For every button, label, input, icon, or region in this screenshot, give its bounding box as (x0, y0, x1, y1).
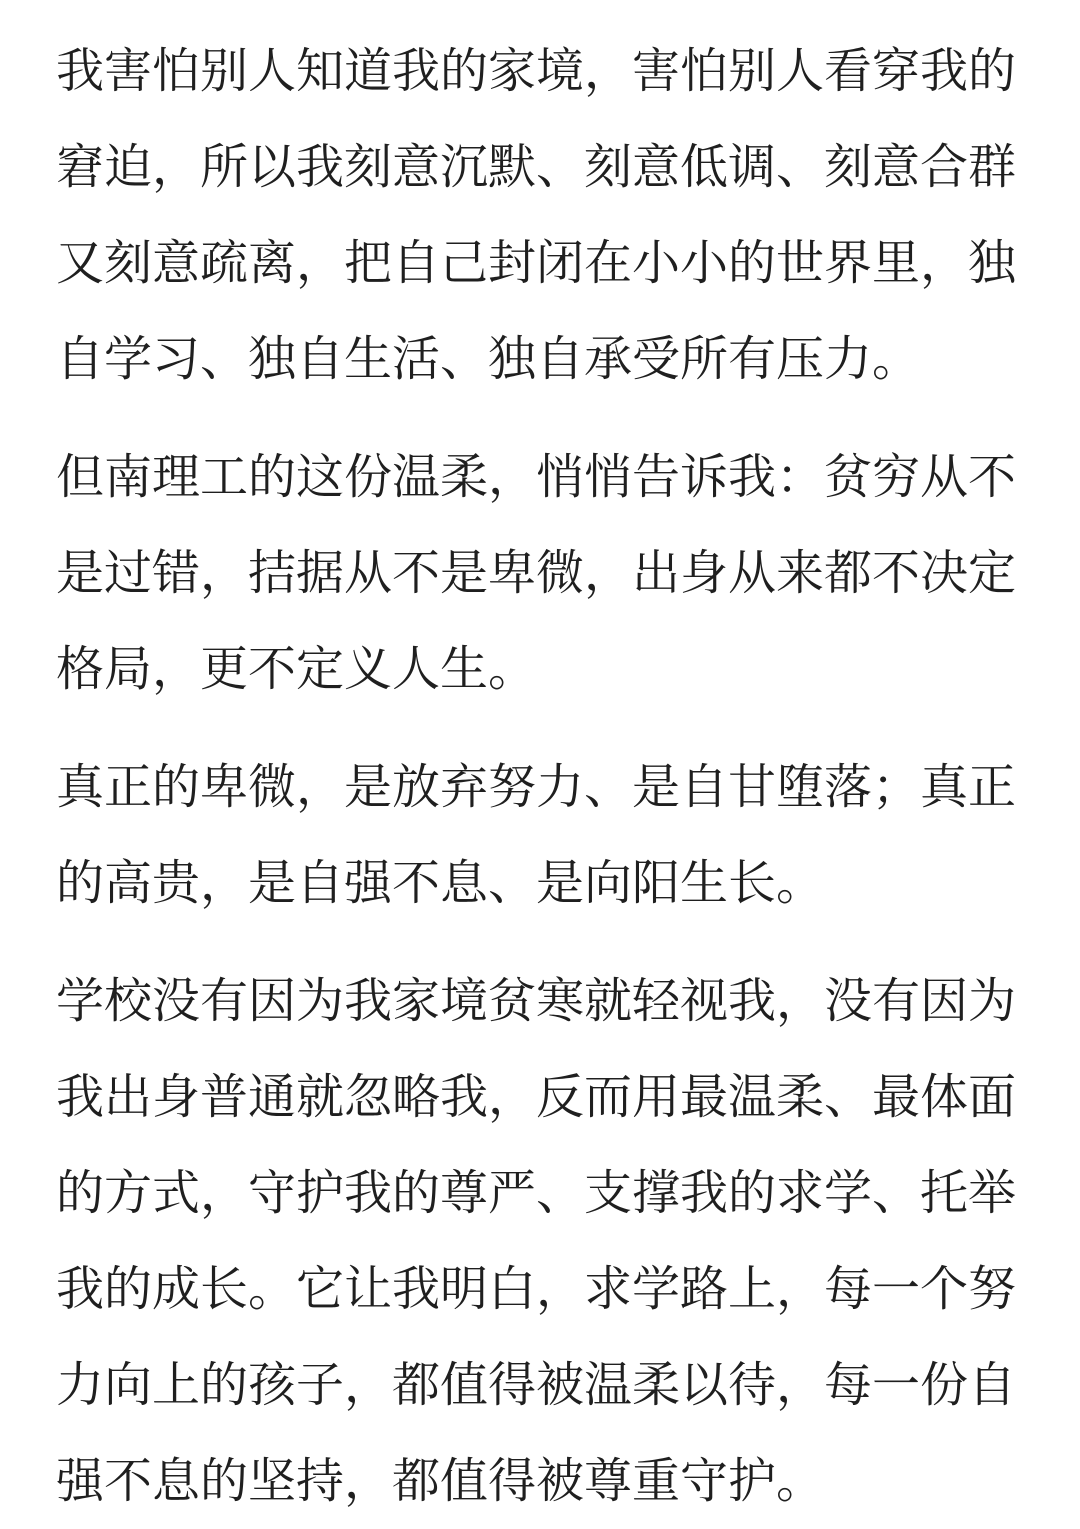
text-line: 学校没有因为我家境贫寒就轻视我，没有因为 (56, 973, 1017, 1029)
paragraph-spacer (56, 717, 1031, 739)
text-line: 真正的卑微，是放弃努力、是自甘堕落；真正 (56, 759, 1017, 815)
text-line: 力向上的孩子，都值得被温柔以待，每一份自 (56, 1357, 1017, 1413)
text-line: 我的成长。它让我明白，求学路上，每一个努 (56, 1261, 1017, 1317)
text-line: 但南理工的这份温柔，悄悄告诉我：贫穷从不 (56, 449, 1017, 505)
paragraph-4 (56, 953, 1031, 1529)
text-line: 窘迫，所以我刻意沉默、刻意低调、刻意合群 (56, 139, 1017, 195)
text-line: 自学习、独自生活、独自承受所有压力。 (56, 331, 921, 387)
article-body (56, 23, 1031, 1529)
text-line: 强不息的坚持，都值得被尊重守护。 (56, 1453, 825, 1509)
text-line: 是过错，拮据从不是卑微，出身从来都不决定 (56, 545, 1017, 601)
text-line: 我出身普通就忽略我，反而用最温柔、最体面 (56, 1069, 1017, 1125)
paragraph-3 (56, 739, 1031, 931)
paragraph-2 (56, 429, 1031, 717)
text-line: 我害怕别人知道我的家境，害怕别人看穿我的 (56, 43, 1017, 99)
text-line: 又刻意疏离，把自己封闭在小小的世界里，独 (56, 235, 1017, 291)
paragraph-spacer (56, 931, 1031, 953)
paragraph-1 (56, 23, 1031, 407)
text-line: 格局，更不定义人生。 (56, 641, 537, 697)
text-line: 的高贵，是自强不息、是向阳生长。 (56, 855, 825, 911)
text-line: 的方式，守护我的尊严、支撑我的求学、托举 (56, 1165, 1017, 1221)
paragraph-spacer (56, 407, 1031, 429)
